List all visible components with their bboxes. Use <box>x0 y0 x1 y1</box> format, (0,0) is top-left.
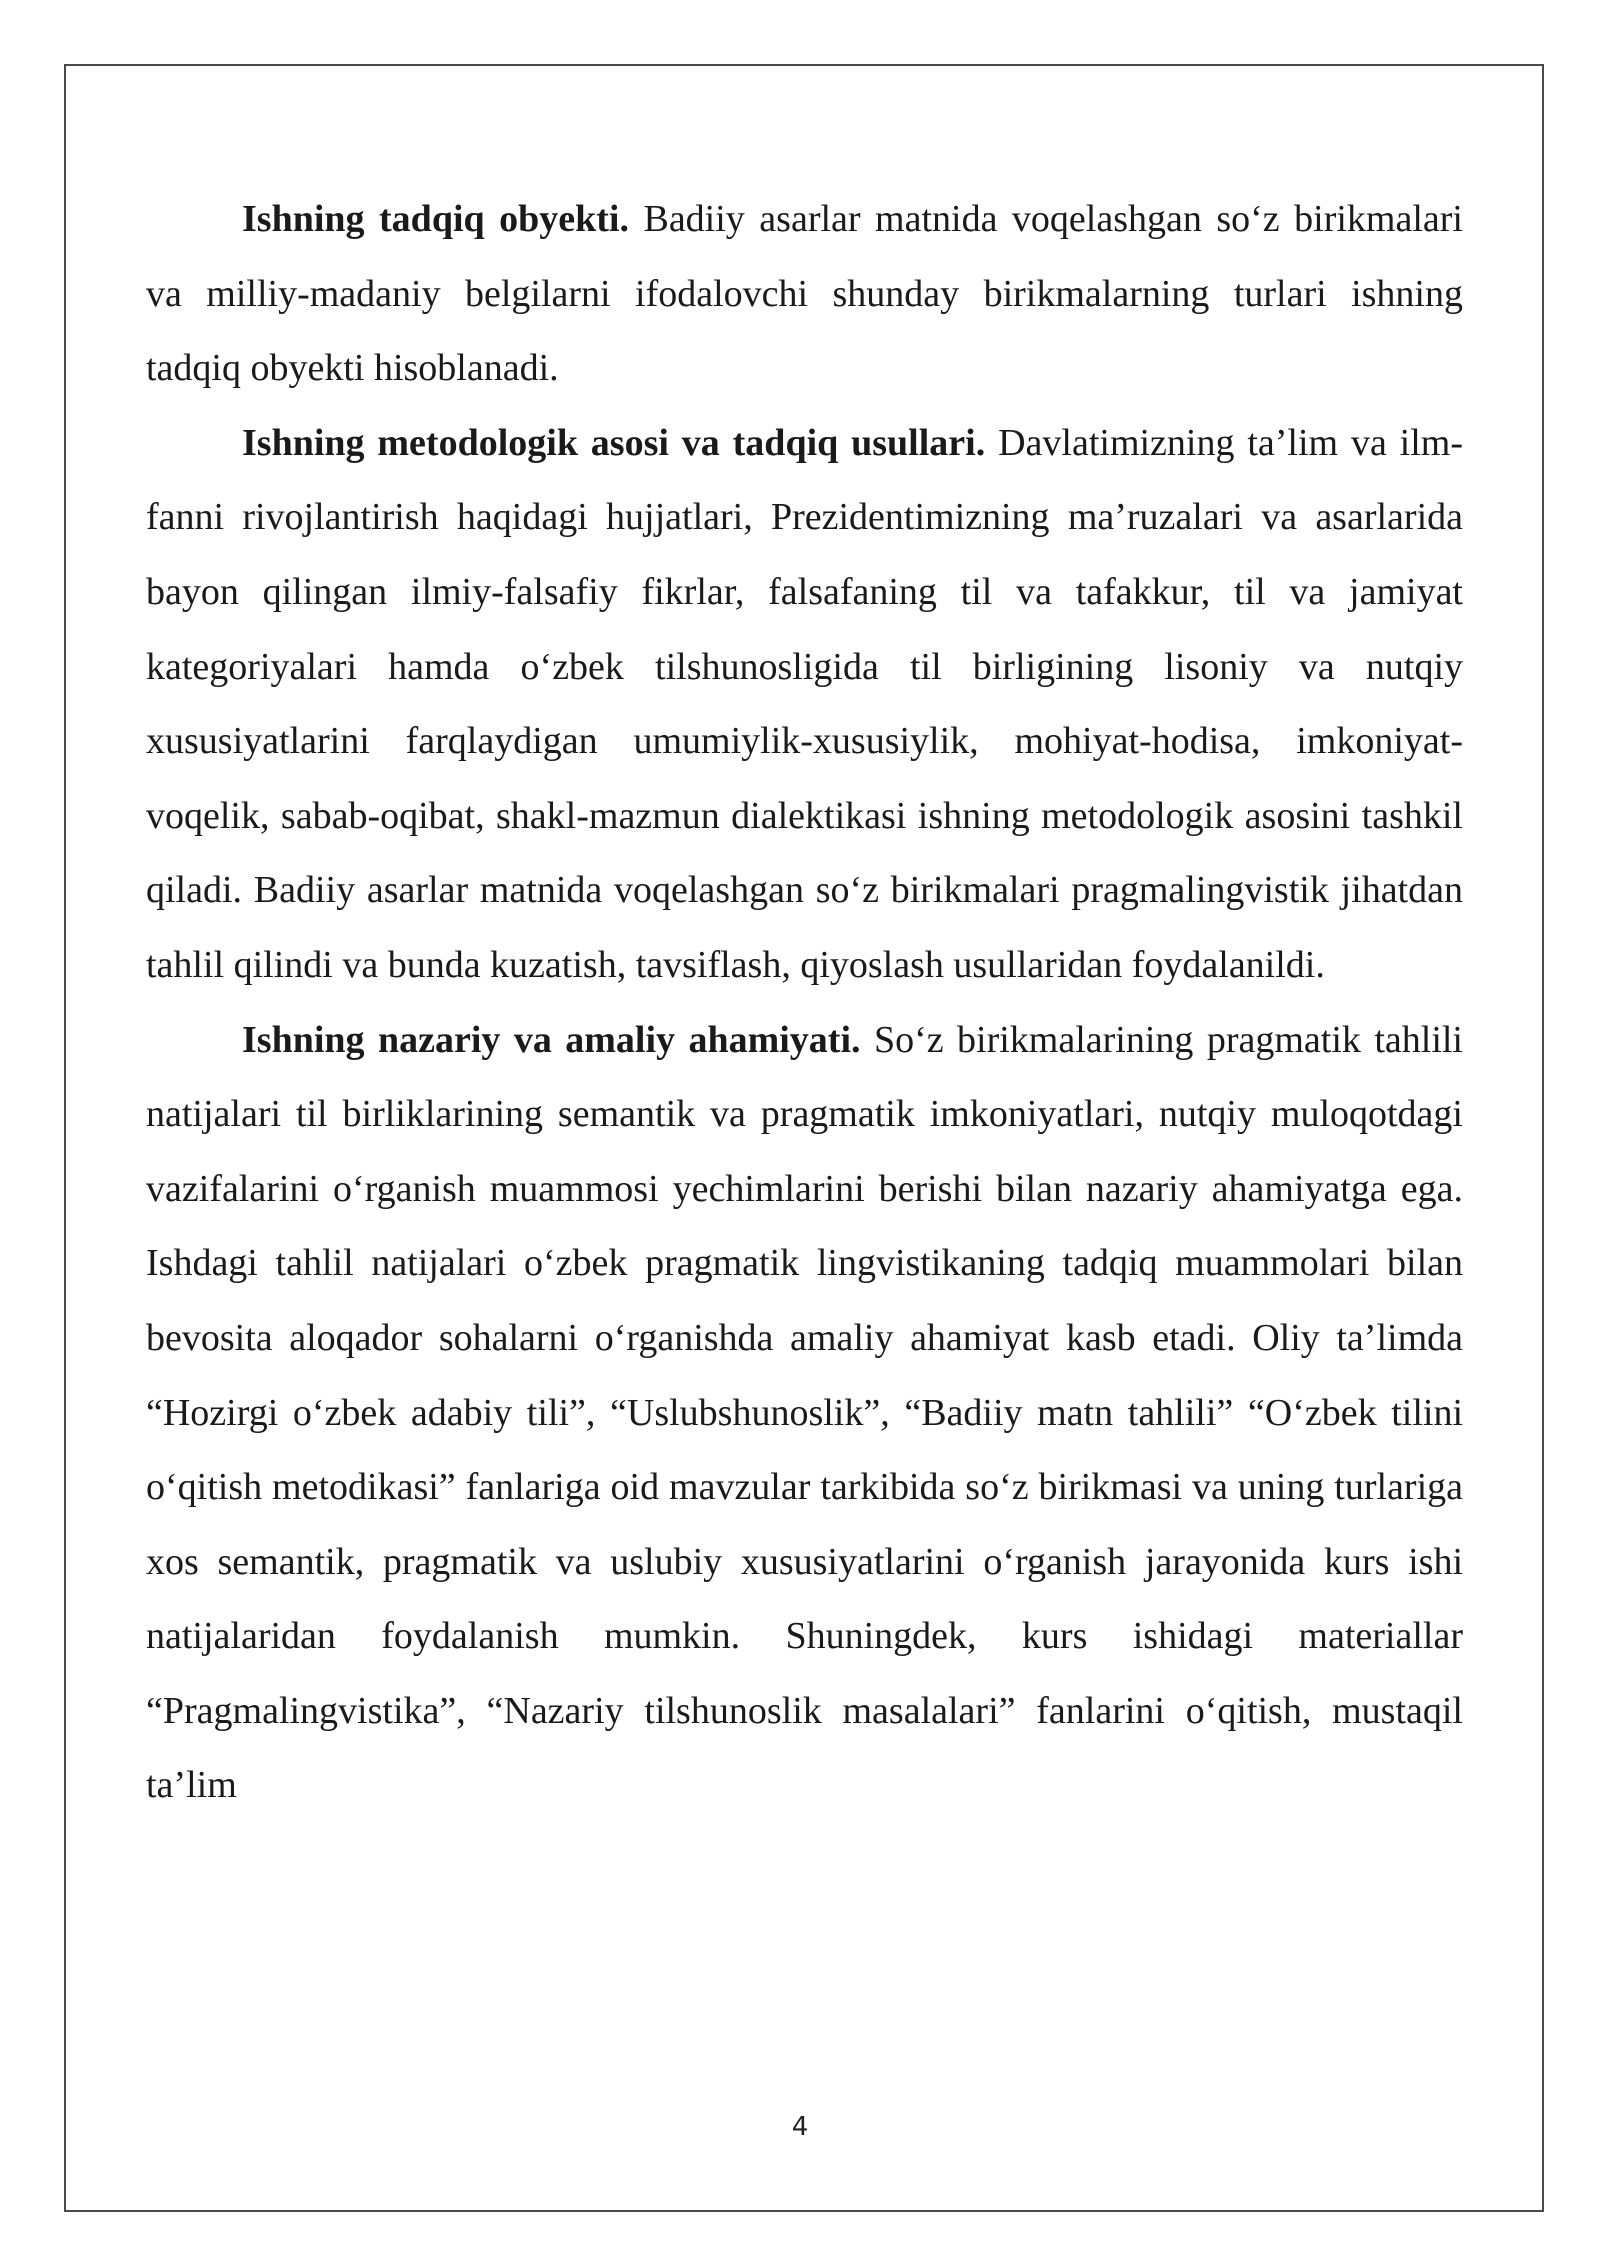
page-number: 4 <box>791 2112 809 2142</box>
document-body <box>146 182 1463 1823</box>
paragraph-significance <box>146 1003 1463 1824</box>
paragraph-methodology <box>146 406 1463 1003</box>
paragraph-heading: Ishning metodologik asosi va tadqiq usullari. <box>242 421 986 464</box>
paragraph-heading: Ishning nazariy va amaliy ahamiyati. <box>242 1018 861 1061</box>
paragraph-research-object <box>146 182 1463 406</box>
paragraph-text: Davlatimizning ta’lim va ilm-fanni rivojlantirish haqidagi hujjatlari, Prezidentimizning ma’ruzalari va asarlarida bayon qilingan ilmiy-falsafiy fikrlar, falsafaning til va tafakkur, til va jamiyat kategoriyalari hamda o‘zbek tilshunosligida til birligining lisoniy va nutqiy xususiyatlarini farqlaydigan umumiylik-xususiylik, mohiyat-hodisa, imkoniyat-voqelik, sabab-oqibat, shakl-mazmun dialektikasi ishning metodologik asosini tashkil qiladi. Badiiy asarlar matnida voqelashgan so‘z birikmalari pragmalingvistik jihatdan tahlil qilindi va bunda kuzatish, tavsiflash, qiyoslash usullaridan foydalanildi. <box>146 421 1463 986</box>
paragraph-text: Badiiy asarlar matnida voqelashgan so‘z birikmalari va milliy-madaniy belgilarni ifodalovchi shunday birikmalarning turlari ishning tadqiq obyekti hisoblanadi. <box>146 198 1463 390</box>
paragraph-text: So‘z birikmalarining pragmatik tahlili natijalari til birliklarining semantik va pragmatik imkoniyatlari, nutqiy muloqotdagi vazifalarini o‘rganish muammosi yechimlarini berishi bilan nazariy ahamiyatga ega. Ishdagi tahlil natijalari o‘zbek pragmatik lingvistikaning tadqiq muammolari bilan bevosita aloqador sohalarni o‘rganishda amaliy ahamiyat kasb etadi. Oliy ta’limda “Hozirgi o‘zbek adabiy tili”, “Uslubshunoslik”, “Badiiy matn tahlili” “O‘zbek tilini o‘qitish metodikasi” fanlariga oid mavzular tarkibida so‘z birikmasi va uning turlariga xos semantik, pragmatik va uslubiy xususiyatlarini o‘rganish jarayonida kurs ishi natijalaridan foydalanish mumkin. Shuningdek, kurs ishidagi materiallar “Pragmalingvistika”, “Nazariy tilshunoslik masalalari” fanlarini o‘qitish, mustaqil ta’lim <box>146 1018 1463 1807</box>
paragraph-heading: Ishning tadqiq obyekti. <box>242 198 629 240</box>
